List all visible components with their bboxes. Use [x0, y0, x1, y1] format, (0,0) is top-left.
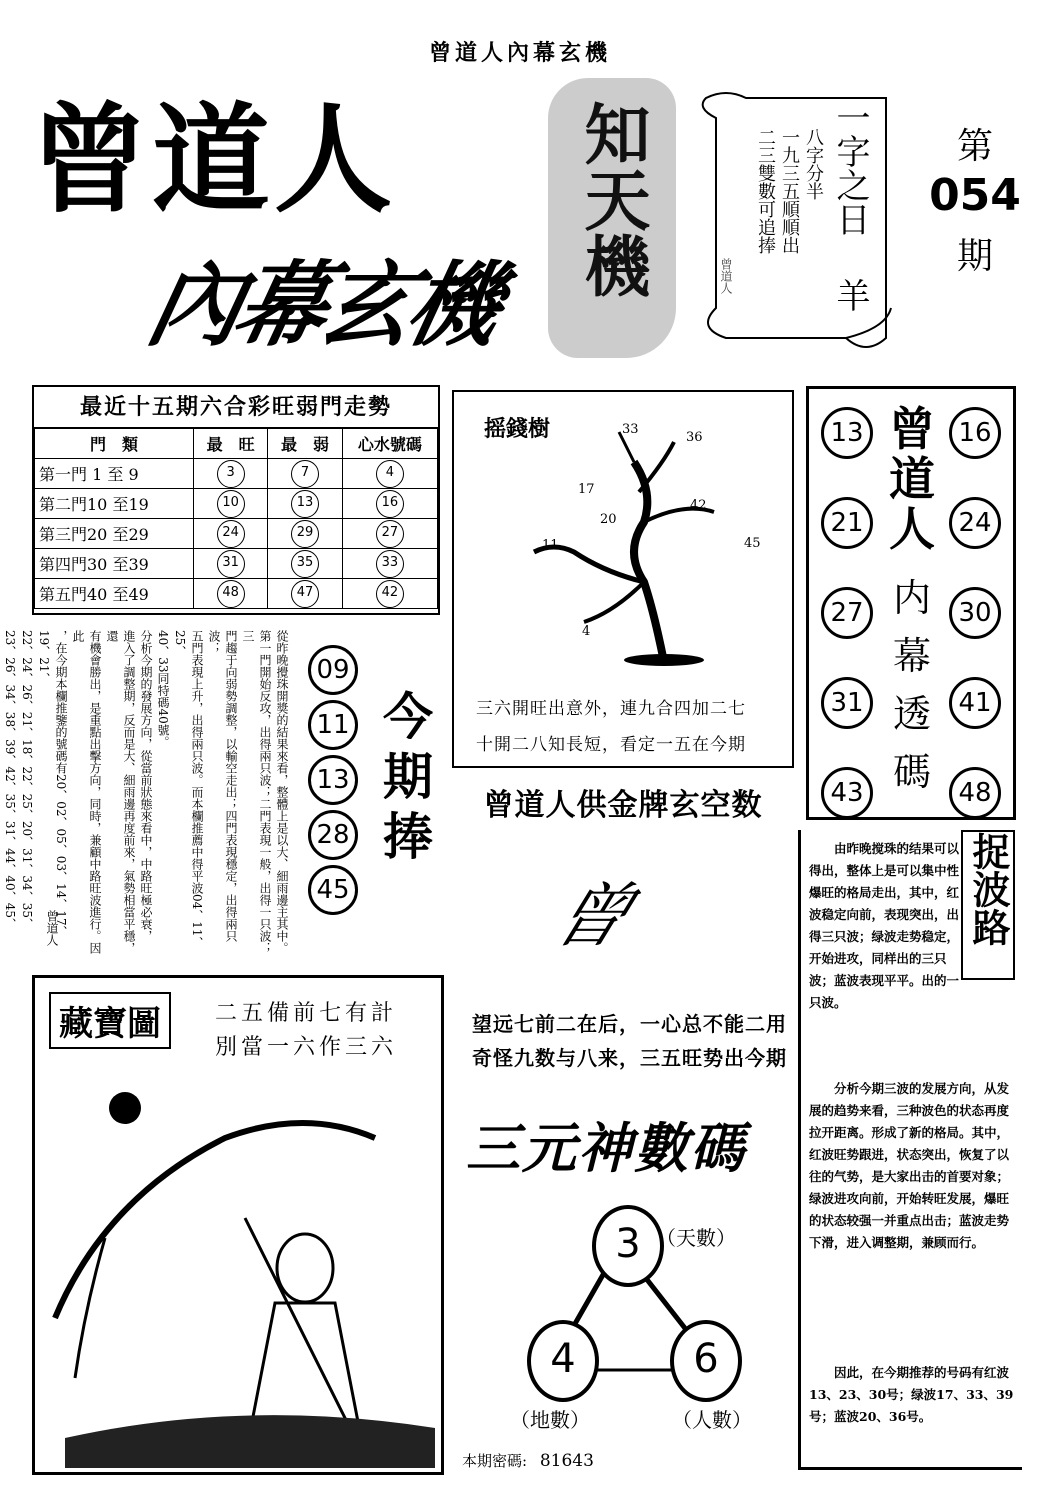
- pick-number: 16: [376, 490, 404, 518]
- analysis-line: 門趨于向弱勢調整，以輸空走出；四門表現穩定，出得兩只波；: [207, 630, 238, 942]
- pick-number: 33: [376, 550, 404, 578]
- password-value: 81643: [539, 1451, 594, 1471]
- number-circle: 21: [821, 497, 873, 549]
- analysis-line: 五門表現上升，出得兩只波。而本欄推薦中得平波04、11、25、: [173, 630, 204, 949]
- scroll-col1: 一字之日: [830, 100, 870, 236]
- bang-label: 今期捧: [375, 690, 434, 870]
- issue-number: 054: [929, 170, 1021, 221]
- row-label: 第二門10 至19: [35, 489, 194, 519]
- number-circle: 43: [821, 767, 873, 819]
- number-circle: 27: [821, 587, 873, 639]
- weak-number: 7: [291, 460, 319, 488]
- treasure-title: 藏寶圖: [49, 992, 171, 1049]
- weak-number: 35: [291, 550, 319, 578]
- analysis-line: ，在今期本欄推鑒的號碼有20、02、05、03、14、17、19、21、: [37, 630, 68, 938]
- number-circle: 41: [949, 677, 1001, 729]
- number-circle: 13: [821, 407, 873, 459]
- poem-line2: 奇怪九数与八来，三五旺势出今期: [472, 1046, 787, 1070]
- money-tree-box: [452, 390, 794, 768]
- big-title: 曾道人: [30, 90, 397, 229]
- hot-number: 3: [217, 460, 245, 488]
- issue-prefix: 第: [956, 126, 993, 167]
- treasure-line1: 二五備前七有計: [215, 1001, 398, 1026]
- signature: 曾: [543, 875, 643, 957]
- bang-number: 11: [308, 700, 358, 750]
- row-label: 第三門20 至29: [35, 519, 194, 549]
- pick-number: 4: [376, 460, 404, 488]
- tree-number: 11: [542, 538, 559, 553]
- right-title-char: 道: [889, 452, 935, 506]
- hot-number: 10: [217, 490, 245, 518]
- table-row: [35, 579, 438, 609]
- number-circle: 24: [949, 497, 1001, 549]
- left-label: （地數）: [510, 1408, 590, 1432]
- right-title-char: 人: [889, 502, 935, 556]
- catch-wave-para1: 由昨晚搅珠的结果可以得出，整体上是可以集中性爆旺的格局走出，其中，红波稳定向前，表现突出，出得三只波；绿波走势稳定，开始进攻，同样出的三只波；蓝波表现平平。出的一只波。: [809, 841, 960, 1010]
- banner: 曾道人供金牌玄空数: [483, 788, 763, 823]
- catch-wave-para2: 分析今期三波的发展方向，从发展的趋势来看，三种波色的状态再度拉开距离。形成了新的格局。其中，红波旺势跟进，状态突出，恢复了以往的气势，是大家出击的首要对象；绿波进攻向前，开始转旺发展，爆旺的状态较强一并重点出击；蓝波走势下滑，进入调整期，兼顾而行。: [809, 1081, 1010, 1250]
- right-sub-char: 碼: [892, 750, 931, 794]
- poem-line1: 望远七前二在后，一心总不能二用: [472, 1012, 787, 1036]
- analysis-line: 有機會勝出，是重點出擊方向，同時，兼顧中路旺波進行。因此: [71, 630, 102, 954]
- tree-number: 33: [622, 422, 639, 437]
- right-sub-char: 透: [892, 692, 931, 736]
- number-circle: 48: [949, 767, 1001, 819]
- trend-table-box: [32, 385, 440, 615]
- table-row: [35, 489, 438, 519]
- weak-number: 13: [291, 490, 319, 518]
- catch-wave-para1a: [809, 838, 959, 1014]
- right-label: （人數）: [672, 1408, 752, 1432]
- number-circle: 16: [949, 407, 1001, 459]
- analysis-line: 從昨晚攪珠開獎的結果來看，整體上是以大、細雨邊主其中。: [275, 630, 289, 954]
- sub-title: 內幕玄機: [138, 251, 506, 359]
- scroll-col2: 八字分半: [803, 128, 824, 200]
- bang-number: 13: [308, 755, 358, 805]
- hot-number: 24: [217, 520, 245, 548]
- seal-stone: [548, 78, 676, 358]
- row-label: 第一門 1 至 9: [35, 459, 194, 489]
- right-sub-char: 幕: [892, 634, 931, 678]
- right-number: 6: [670, 1320, 742, 1402]
- treasure-line2: 別當一六作三六: [215, 1035, 398, 1060]
- catch-wave-title: 捉波路: [961, 830, 1015, 980]
- tree-number: 17: [578, 482, 595, 497]
- bang-number: 45: [308, 865, 358, 915]
- col-header-hot: 最 旺: [194, 429, 268, 459]
- weak-number: 47: [291, 580, 319, 608]
- tree-number: 36: [686, 430, 703, 445]
- right-title-char: 曾: [889, 402, 935, 456]
- col-header-class: 門 類: [35, 429, 194, 459]
- top-number: 3: [592, 1205, 664, 1287]
- pick-number: 42: [376, 580, 404, 608]
- right-numbers-box: [806, 386, 1016, 820]
- catch-wave-para3: 因此，在今期推荐的号码有红波13、23、30号；绿波17、33、39号；蓝波20、36号。: [809, 1365, 1014, 1424]
- analysis-line: 23、26、34、38、39、42、35、31、44、40、45、: [3, 630, 17, 930]
- row-label: 第五門40 至49: [35, 579, 194, 609]
- tree-number: 45: [744, 536, 761, 551]
- analysis-line: 22、24、26、21、18、22、25、20、31、34、35、: [20, 630, 34, 930]
- tree-number: 20: [600, 512, 617, 527]
- seal-text: 知天機: [573, 100, 651, 298]
- password-label: 本期密碼:: [462, 1452, 528, 1470]
- analysis-line: 分析今期的發展方向，從當前狀態來看中，中路旺極必衰，: [139, 630, 153, 942]
- table-row: [35, 549, 438, 579]
- weak-number: 29: [291, 520, 319, 548]
- row-label: 第四門30 至39: [35, 549, 194, 579]
- col-header-weak: 最 弱: [268, 429, 342, 459]
- trend-table: [34, 428, 438, 609]
- money-tree-title: 摇錢樹: [484, 416, 551, 442]
- top-label: （天數）: [656, 1226, 736, 1250]
- bang-number: 09: [308, 645, 358, 695]
- number-circle: 30: [949, 587, 1001, 639]
- analysis-line: 進入了調整期，反而是大、細雨邊再度前來，氣勢相當平穩，還: [105, 630, 136, 954]
- right-sub-char: 内: [892, 576, 931, 620]
- pick-number: 27: [376, 520, 404, 548]
- tree-number: 42: [690, 498, 707, 513]
- issue-suffix: 期: [956, 236, 993, 277]
- col-header-pick: 心水號碼: [342, 429, 437, 459]
- tree-number: 4: [582, 624, 591, 639]
- analysis-line: 第一門開始反攻，出得兩只波；二門表現一般，出得一只波；三: [241, 630, 272, 954]
- trend-header-row: [35, 429, 438, 459]
- trend-title: 最近十五期六合彩旺弱門走勢: [34, 387, 438, 428]
- left-number: 4: [527, 1320, 599, 1402]
- table-row: [35, 519, 438, 549]
- number-circle: 31: [821, 677, 873, 729]
- scroll-col4: 二三雙數可追捧: [755, 128, 776, 254]
- bang-number: 28: [308, 810, 358, 860]
- table-row: [35, 459, 438, 489]
- treasure-illustration: [45, 1078, 435, 1468]
- hot-number: 31: [217, 550, 245, 578]
- vertical-sign: 曾道人: [45, 910, 59, 946]
- catch-wave-box: [798, 830, 1022, 1470]
- hot-number: 48: [217, 580, 245, 608]
- analysis-line: 40、33同特碼40號。: [156, 630, 170, 748]
- password: [462, 1450, 594, 1471]
- tree-poem-line2: 十開二八知長短，看定一五在今期: [476, 735, 746, 755]
- scroll-sign: 曾道人: [719, 258, 733, 294]
- scroll: [686, 88, 906, 356]
- top-title: 曾道人內幕玄機: [428, 40, 611, 66]
- sanyuan-title: 三元神數碼: [466, 1117, 746, 1180]
- scroll-col1b: 羊: [830, 278, 870, 312]
- tree-illustration: [494, 432, 774, 662]
- treasure-box: [32, 975, 444, 1475]
- scroll-col3: 一九三五順順出: [779, 128, 800, 254]
- tree-poem-line1: 三六開旺出意外，連九合四加二七: [476, 699, 746, 719]
